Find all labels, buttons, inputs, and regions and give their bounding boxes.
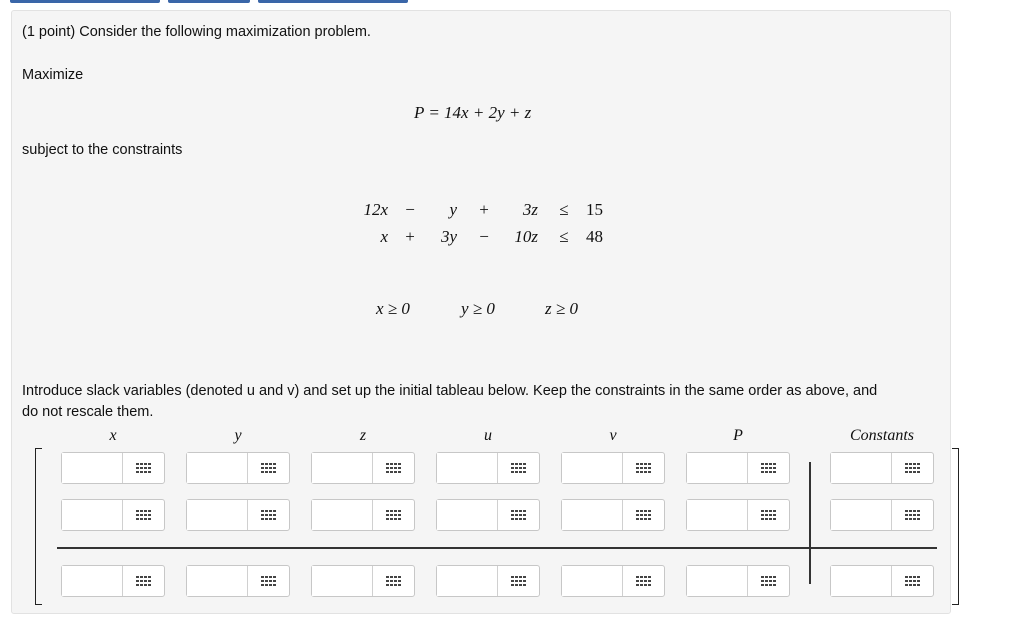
matrix-grid-icon bbox=[136, 510, 152, 520]
tableau-cell-r3-u[interactable] bbox=[436, 565, 540, 597]
matrix-grid-icon bbox=[511, 463, 527, 473]
matrix-grid-icon bbox=[905, 510, 921, 520]
tableau-input-r2-v[interactable] bbox=[562, 500, 623, 530]
tableau-cell-r1-z[interactable] bbox=[311, 452, 415, 484]
matrix-grid-icon bbox=[136, 463, 152, 473]
tableau-input-r1-y[interactable] bbox=[187, 453, 248, 483]
c2-op2: − bbox=[479, 227, 489, 246]
header-u: u bbox=[484, 427, 492, 444]
matrix-entry-button[interactable] bbox=[374, 500, 414, 530]
matrix-grid-icon bbox=[636, 576, 652, 586]
tableau-input-r3-u[interactable] bbox=[437, 566, 498, 596]
matrix-entry-button[interactable] bbox=[249, 500, 289, 530]
matrix-grid-icon bbox=[905, 576, 921, 586]
tableau-input-r2-x[interactable] bbox=[62, 500, 123, 530]
tableau-input-r3-v[interactable] bbox=[562, 566, 623, 596]
matrix-entry-button[interactable] bbox=[893, 500, 933, 530]
matrix-entry-button[interactable] bbox=[124, 453, 164, 483]
matrix-grid-icon bbox=[511, 510, 527, 520]
header-x: x bbox=[109, 427, 117, 444]
tableau-input-r3-p[interactable] bbox=[687, 566, 748, 596]
matrix-entry-button[interactable] bbox=[624, 500, 664, 530]
c2-rhs: 48 bbox=[586, 227, 603, 246]
nonneg-z: z ≥ 0 bbox=[545, 299, 578, 318]
maximize-label: Maximize bbox=[22, 67, 84, 83]
footer-cutoff bbox=[11, 636, 341, 642]
tableau-cell-r2-p[interactable] bbox=[686, 499, 790, 531]
instructions-line-1: Introduce slack variables (denoted u and v) and set up the initial tableau below. Keep the constraints in the same order as above, and bbox=[22, 383, 878, 399]
constants-column-divider bbox=[809, 462, 811, 584]
tableau-input-r2-constants[interactable] bbox=[831, 500, 892, 530]
problem-intro: (1 point) Consider the following maximization problem. bbox=[22, 24, 371, 40]
tableau-cell-r2-v[interactable] bbox=[561, 499, 665, 531]
tableau-cell-r2-u[interactable] bbox=[436, 499, 540, 531]
objective-function: P = 14x + 2y + z bbox=[414, 103, 532, 122]
matrix-grid-icon bbox=[261, 576, 277, 586]
matrix-grid-icon bbox=[136, 576, 152, 586]
header-y: y bbox=[234, 427, 242, 444]
matrix-entry-button[interactable] bbox=[624, 453, 664, 483]
matrix-entry-button[interactable] bbox=[749, 453, 789, 483]
header-z: z bbox=[359, 427, 367, 444]
matrix-grid-icon bbox=[261, 510, 277, 520]
tableau-input-r1-p[interactable] bbox=[687, 453, 748, 483]
tableau-input-r2-p[interactable] bbox=[687, 500, 748, 530]
tableau-input-r2-y[interactable] bbox=[187, 500, 248, 530]
tableau-input-r1-z[interactable] bbox=[312, 453, 373, 483]
tableau-cell-r3-constants[interactable] bbox=[830, 565, 934, 597]
matrix-entry-button[interactable] bbox=[893, 453, 933, 483]
matrix-entry-button[interactable] bbox=[124, 500, 164, 530]
tableau-cell-r1-y[interactable] bbox=[186, 452, 290, 484]
c2-term1: x bbox=[380, 227, 388, 246]
c1-rhs: 15 bbox=[586, 200, 603, 219]
tableau-cell-r3-z[interactable] bbox=[311, 565, 415, 597]
header-p: P bbox=[733, 427, 743, 444]
c2-op1: + bbox=[405, 227, 415, 246]
matrix-entry-button[interactable] bbox=[374, 453, 414, 483]
c1-term3: 3z bbox=[522, 200, 538, 219]
matrix-grid-icon bbox=[386, 463, 402, 473]
tableau-cell-r3-p[interactable] bbox=[686, 565, 790, 597]
matrix-grid-icon bbox=[386, 576, 402, 586]
c1-op2: + bbox=[479, 200, 489, 219]
objective-row-divider bbox=[57, 547, 937, 549]
tableau-cell-r3-y[interactable] bbox=[186, 565, 290, 597]
matrix-grid-icon bbox=[636, 510, 652, 520]
instructions-line-2: do not rescale them. bbox=[22, 404, 154, 420]
tableau-input-r1-x[interactable] bbox=[62, 453, 123, 483]
matrix-entry-button[interactable] bbox=[749, 566, 789, 596]
tableau-cell-r1-u[interactable] bbox=[436, 452, 540, 484]
matrix-grid-icon bbox=[761, 510, 777, 520]
matrix-grid-icon bbox=[636, 463, 652, 473]
tableau-cell-r3-x[interactable] bbox=[61, 565, 165, 597]
tableau-cell-r1-v[interactable] bbox=[561, 452, 665, 484]
matrix-grid-icon bbox=[511, 576, 527, 586]
tableau-input-r3-constants[interactable] bbox=[831, 566, 892, 596]
tableau-cell-r2-constants[interactable] bbox=[830, 499, 934, 531]
c2-term3: 10z bbox=[514, 227, 538, 246]
tableau-input-r3-z[interactable] bbox=[312, 566, 373, 596]
matrix-entry-button[interactable] bbox=[499, 453, 539, 483]
matrix-grid-icon bbox=[261, 463, 277, 473]
matrix-entry-button[interactable] bbox=[499, 500, 539, 530]
tableau-input-r2-u[interactable] bbox=[437, 500, 498, 530]
matrix-right-bracket bbox=[952, 448, 959, 605]
nonneg-x: x ≥ 0 bbox=[376, 299, 410, 318]
matrix-entry-button[interactable] bbox=[893, 566, 933, 596]
tab-indicator-1[interactable] bbox=[10, 0, 160, 3]
matrix-grid-icon bbox=[761, 463, 777, 473]
tableau-input-r2-z[interactable] bbox=[312, 500, 373, 530]
tableau-cell-r1-x[interactable] bbox=[61, 452, 165, 484]
subject-to-label: subject to the constraints bbox=[22, 142, 183, 158]
header-v: v bbox=[609, 427, 617, 444]
matrix-entry-button[interactable] bbox=[499, 566, 539, 596]
matrix-entry-button[interactable] bbox=[124, 566, 164, 596]
tableau-input-r1-v[interactable] bbox=[562, 453, 623, 483]
matrix-entry-button[interactable] bbox=[249, 566, 289, 596]
matrix-entry-button[interactable] bbox=[374, 566, 414, 596]
c1-op1: − bbox=[405, 200, 415, 219]
tableau-cell-r2-z[interactable] bbox=[311, 499, 415, 531]
tableau-cell-r1-p[interactable] bbox=[686, 452, 790, 484]
matrix-entry-button[interactable] bbox=[749, 500, 789, 530]
tab-indicator-2[interactable] bbox=[168, 0, 250, 3]
matrix-left-bracket bbox=[35, 448, 42, 605]
c2-relation: ≤ bbox=[559, 227, 569, 246]
c1-term2: y bbox=[449, 200, 457, 219]
tableau-input-r1-constants[interactable] bbox=[831, 453, 892, 483]
tableau-cell-r2-x[interactable] bbox=[61, 499, 165, 531]
tableau-cell-r3-v[interactable] bbox=[561, 565, 665, 597]
tableau-cell-r1-constants[interactable] bbox=[830, 452, 934, 484]
tableau-input-r1-u[interactable] bbox=[437, 453, 498, 483]
matrix-entry-button[interactable] bbox=[624, 566, 664, 596]
matrix-grid-icon bbox=[905, 463, 921, 473]
tableau-input-r3-x[interactable] bbox=[62, 566, 123, 596]
nonneg-y: y ≥ 0 bbox=[461, 299, 495, 318]
tab-indicator-3[interactable] bbox=[258, 0, 408, 3]
tableau-input-r3-y[interactable] bbox=[187, 566, 248, 596]
c2-term2: 3y bbox=[440, 227, 457, 246]
matrix-grid-icon bbox=[386, 510, 402, 520]
c1-relation: ≤ bbox=[559, 200, 569, 219]
header-constants: Constants bbox=[849, 427, 914, 444]
matrix-grid-icon bbox=[761, 576, 777, 586]
matrix-entry-button[interactable] bbox=[249, 453, 289, 483]
tableau-cell-r2-y[interactable] bbox=[186, 499, 290, 531]
c1-term1: 12x bbox=[363, 200, 388, 219]
